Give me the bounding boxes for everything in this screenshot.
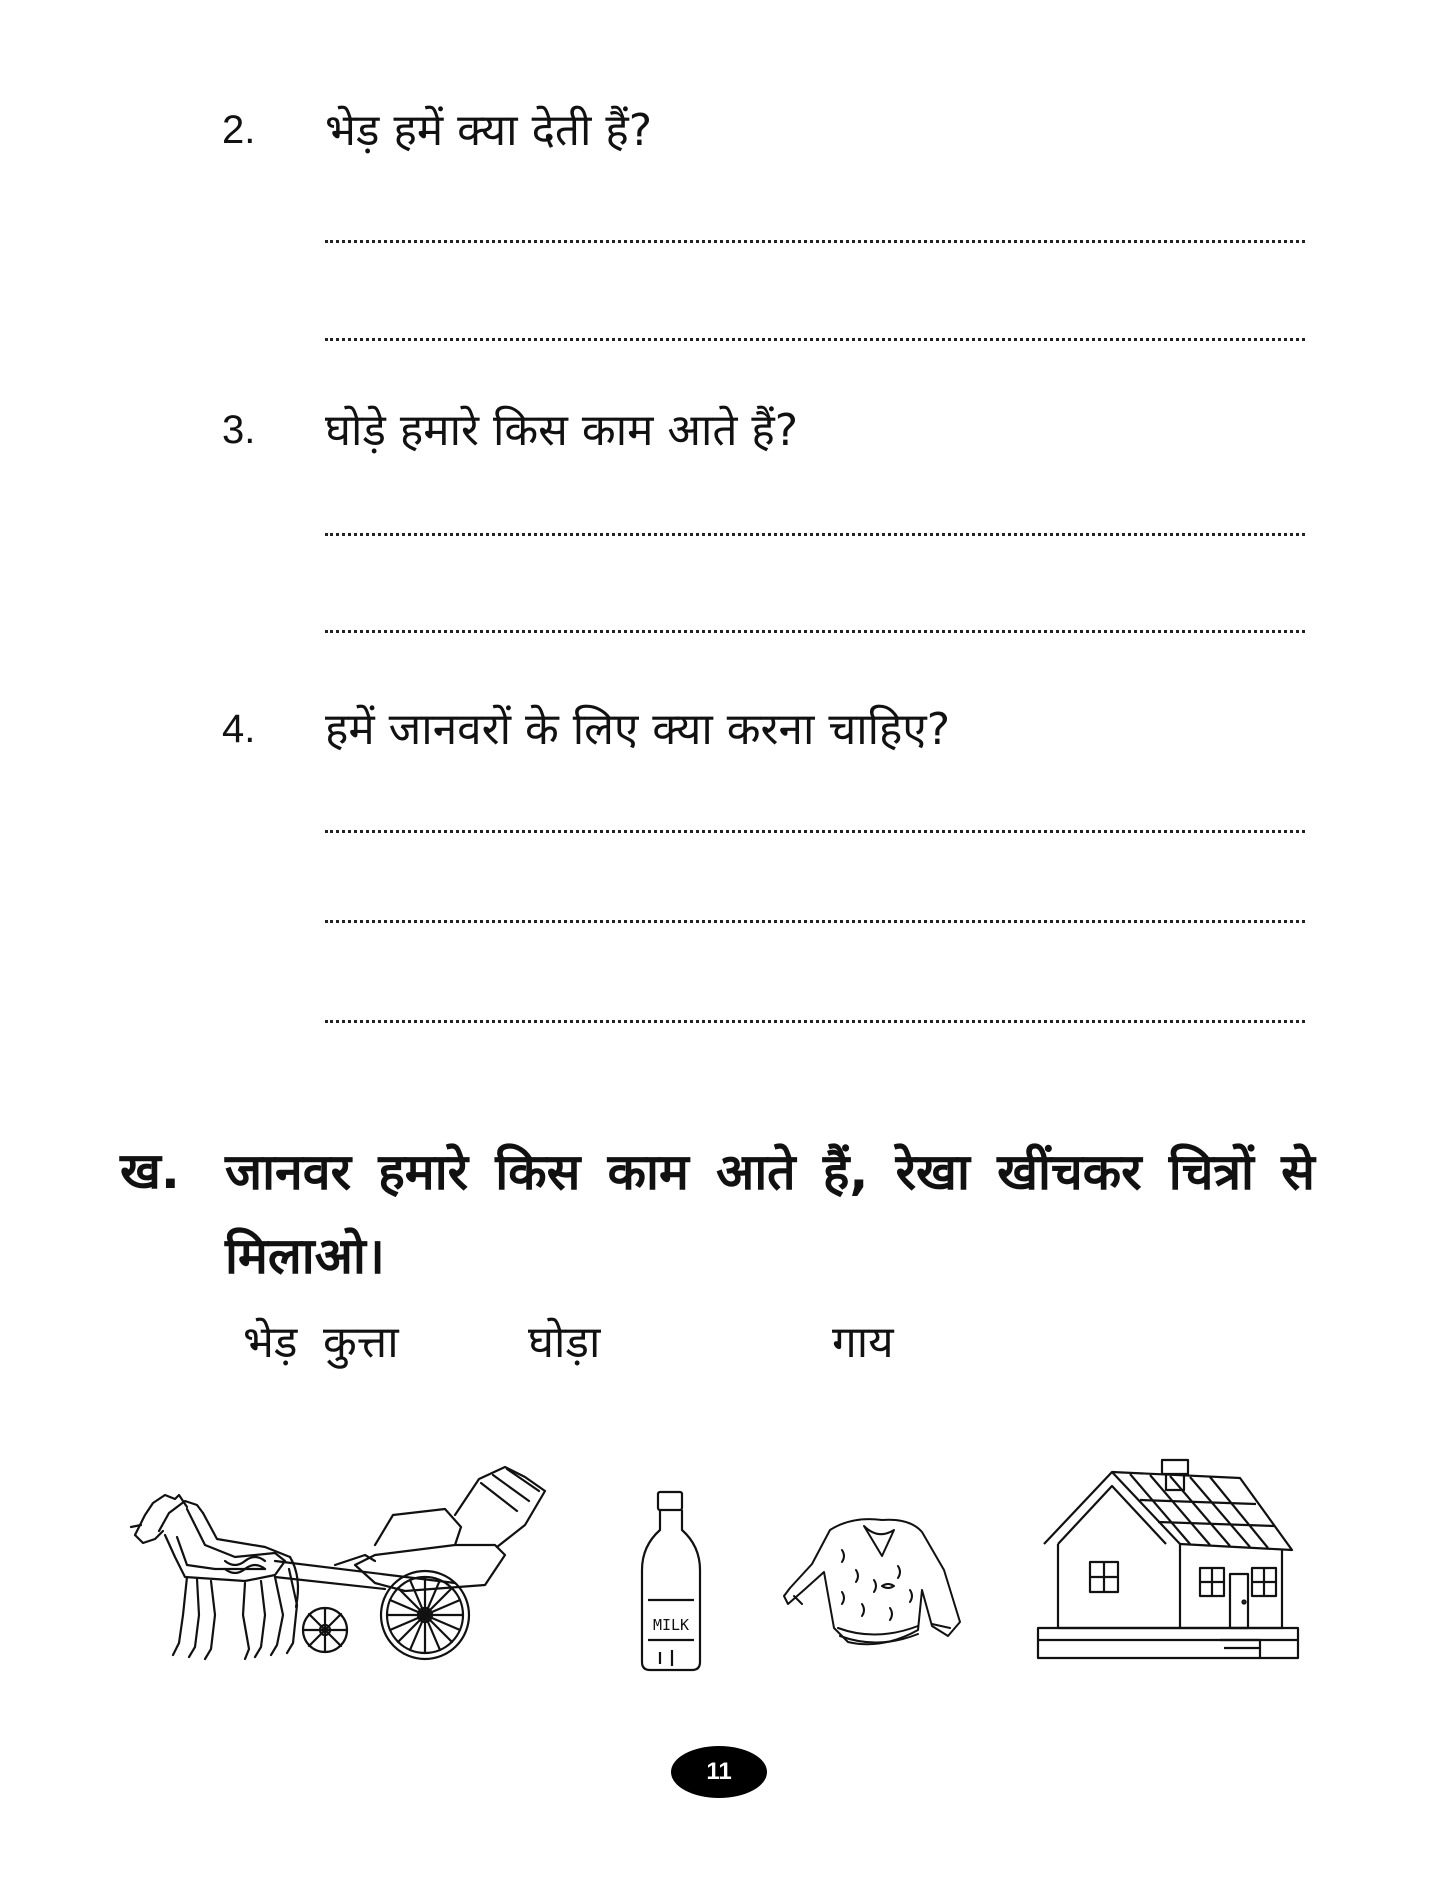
milk-label: MILK <box>652 1616 690 1634</box>
answer-line[interactable] <box>325 338 1305 341</box>
answer-line[interactable] <box>325 630 1305 633</box>
question-number: 4. <box>222 707 256 751</box>
question-text: भेड़ हमें क्या देती हैं? <box>325 105 653 156</box>
answer-line[interactable] <box>325 830 1305 833</box>
word-cow[interactable]: गाय <box>832 1317 894 1368</box>
answer-line[interactable] <box>325 240 1305 243</box>
question-text: घोड़े हमारे किस काम आते हैं? <box>325 405 799 456</box>
house-picture[interactable] <box>1030 1450 1300 1670</box>
horse-carriage-picture[interactable] <box>125 1465 555 1685</box>
word-dog[interactable]: कुत्ता <box>323 1317 399 1368</box>
question-number: 2. <box>222 108 256 152</box>
answer-line[interactable] <box>325 1020 1305 1023</box>
sweater-picture[interactable] <box>782 1510 962 1660</box>
word-sheep[interactable]: भेड़ <box>243 1317 298 1368</box>
question-number: 3. <box>222 408 256 452</box>
answer-line[interactable] <box>325 533 1305 536</box>
question-text: हमें जानवरों के लिए क्या करना चाहिए? <box>325 704 951 755</box>
page-number: 11 <box>671 1746 767 1798</box>
word-horse[interactable]: घोड़ा <box>528 1317 601 1368</box>
answer-line[interactable] <box>325 920 1305 923</box>
section-instruction: जानवर हमारे किस काम आते हैं, रेखा खींचकर चित्रों से मिलाओ। <box>225 1143 1315 1285</box>
milk-bottle-picture[interactable] <box>638 1490 704 1672</box>
section-label: ख. <box>120 1142 180 1200</box>
